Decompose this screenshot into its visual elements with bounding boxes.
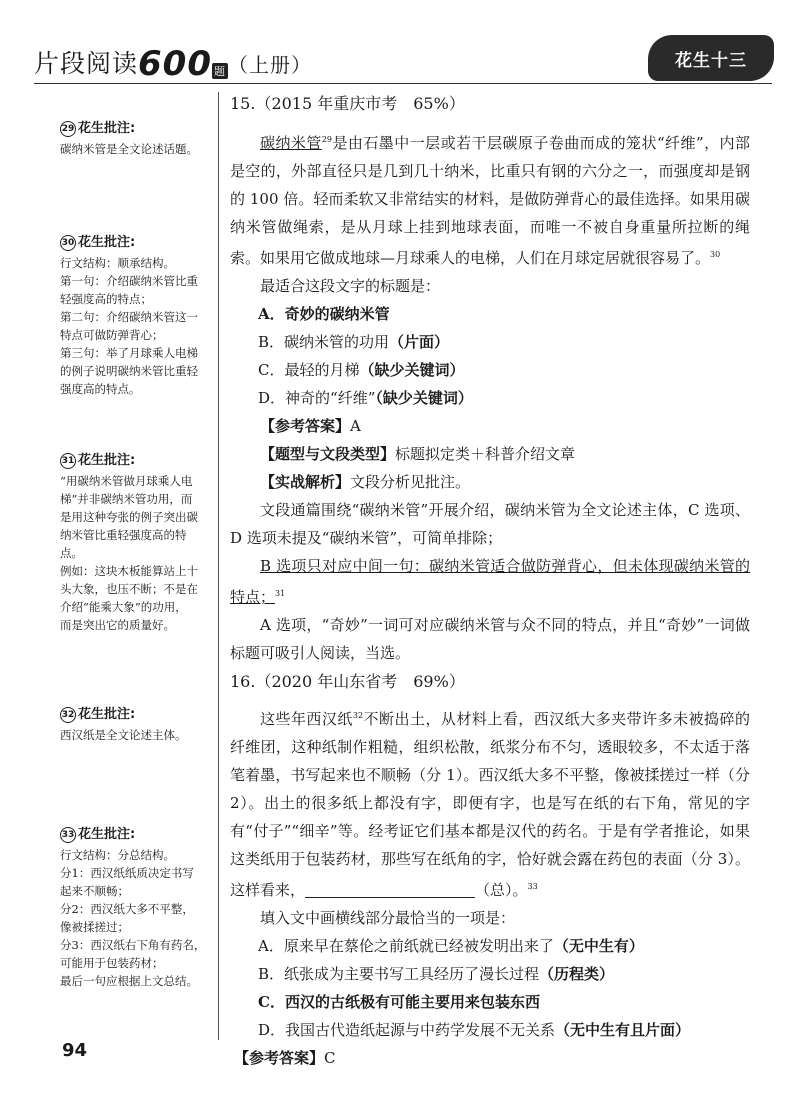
option-a: A．奇妙的碳纳米管 — [258, 305, 390, 323]
option-a: A．原来早在蔡伦之前纸就已经被发明出来了（无中生有） — [258, 937, 644, 955]
column-divider — [218, 92, 219, 1040]
question-passage: 这些年西汉纸$^{32}$不断出土，从材料上看，西汉纸大多夹带许多未被捣碎的纤维团，这种纸制作粗糙，组织松散，纸浆分布不匀，透眼较多，不太适于落笔着墨，书写起来也不顺畅（分 1）。西汉纸大多不平整，像被揉搓过一样（分 2）。出土的很多纸上都没有字，即便有字，也是写在纸的右下角，常见的字有“付子”“细辛”等。经考证它们基本都是汉代的药名。于是有学者推论，如果这类纸用于包装药材，那些写在纸角的字，恰好就会露在药包的表面（分 3）。这样看来， （总）。$^{33}$ — [230, 710, 750, 899]
note-line: 强度高的特点。 — [60, 382, 141, 396]
note-line: 头大象，也压不断；不是在 — [60, 582, 198, 596]
type-line: 【题型与文段类型】标题拟定类＋科普介绍文章 — [260, 445, 576, 463]
question-prompt: 填入文中画横线部分最恰当的一项是： — [260, 909, 516, 927]
note-title: 29 花生批注: — [61, 121, 136, 136]
note-line: 第一句：介绍碳纳米管比重 — [60, 274, 198, 288]
logo-text: 花生十三 — [675, 50, 747, 71]
sidebar-note-31 — [60, 452, 210, 634]
explanation-3: A 选项，“奇妙”一词可对应碳纳米管与众不同的特点，并且“奇妙”一词做标题可吸引人阅读，当选。 — [230, 616, 750, 662]
note-line: 起来不顺畅； — [60, 884, 129, 898]
option-c: C．西汉的古纸极有可能主要用来包装东西 — [258, 993, 540, 1011]
note-line: 第三句：举了月球乘人电梯 — [60, 346, 198, 360]
note-title: 31 花生批注: — [61, 453, 136, 468]
sidebar-note-29 — [60, 120, 210, 158]
answer-blank — [305, 879, 475, 898]
note-line: 纳米管比重轻强度高的特 — [60, 528, 187, 542]
explanation-2: B 选项只对应中间一句：碳纳米管适合做防弹背心，但未体现碳纳米管的特点；$^{31}$ — [230, 557, 750, 606]
note-title: 30 花生批注: — [61, 235, 136, 250]
note-title: 32 花生批注: — [61, 707, 136, 722]
question-16 — [230, 668, 750, 1072]
brand-logo — [648, 35, 774, 81]
note-line: 分3：西汉纸右下角有药名， — [60, 938, 206, 952]
question-prompt: 最适合这段文字的标题是： — [260, 277, 441, 295]
option-d: D．我国古代造纸起源与中药学发展不无关系（无中生有且片面） — [258, 1021, 691, 1039]
question-15 — [230, 90, 750, 667]
note-line: 点。 — [60, 546, 83, 560]
note-line: 是用这种夸张的例子突出碳 — [60, 510, 198, 524]
explanation-1: 文段通篇围绕“碳纳米管”开展介绍，碳纳米管为全文论述主体，C 选项、D 选项未提及“碳纳米管”，可简单排除； — [230, 501, 750, 547]
sidebar-note-33 — [60, 826, 210, 990]
note-marker: 31 — [275, 589, 286, 598]
option-b: B．纸张成为主要书写工具经历了漫长过程（历程类） — [258, 965, 615, 983]
title-volume: （上册） — [228, 53, 312, 77]
answer-line: 【参考答案】A — [260, 417, 361, 435]
note-line: 第二句：介绍碳纳米管这一 — [60, 310, 198, 324]
note-marker: 32 — [352, 711, 364, 720]
title-badge: 题 — [214, 65, 226, 78]
title-prefix: 片段阅读 — [34, 49, 139, 78]
note-line: 特点可做防弹背心； — [60, 328, 164, 342]
sidebar-note-32 — [60, 706, 210, 744]
analysis-line: 【实战解析】文段分析见批注。 — [260, 473, 471, 491]
passage-text: 不断出土，从材料上看，西汉纸大多夹带许多未被捣碎的纤维团，这种纸制作粗糙，组织松散，纸浆分布不匀，透眼较多，不太适于落笔着墨，书写起来也不顺畅（分 1）。西汉纸大多不平整，像被揉搓过一样（分 2）。出土的很多纸上都没有字，即便有字，也是写在纸的右下角，常见的字有“付子”“细辛”等。经考证它们基本都是汉代的药名。于是有学者推论，如果这类纸用于包装药材，那些写在纸角的字，恰好就会露在药包的表面（分 3）。这样看来， — [230, 710, 750, 899]
note-line: 行文结构：分总结构。 — [60, 848, 175, 862]
question-heading: 16.（2020 年山东省考 69%） — [230, 672, 465, 691]
answer-line: 【参考答案】C — [234, 1049, 336, 1067]
passage-text: 是由石墨中一层或若干层碳原子卷曲而成的笼状“纤维”，内部是空的，外部直径只是几到几十纳米，比重只有钢的六分之一，而强度却是钢的 100 倍。轻而柔软又非常结实的材料，是做防弹背心的最佳选择。如果用碳纳米管做绳索，是从月球上挂到地球表面，而唯一不被自身重量所拉断的绳索。如果用它做成地球—月球乘人的电梯，人们在月球定居就很容易了。 — [230, 134, 750, 267]
note-line: 西汉纸是全文论述主体。 — [60, 728, 187, 742]
note-marker: 33 — [527, 882, 538, 891]
option-d: D．神奇的“纤维”（缺少关键词） — [258, 389, 473, 407]
note-line: 像被揉搓过； — [60, 920, 129, 934]
book-title — [34, 44, 312, 84]
question-passage — [230, 126, 750, 272]
passage-subject: 碳纳米管 — [260, 134, 322, 152]
sidebar-note-30 — [60, 234, 210, 398]
option-c: C．最轻的月梯（缺少关键词） — [258, 361, 465, 379]
question-heading: 15.（2015 年重庆市考 65%） — [230, 94, 465, 113]
note-line: 最后一句应根据上文总结。 — [60, 974, 198, 988]
option-b: B．碳纳米管的功用（片面） — [258, 333, 450, 351]
title-number: 600 — [138, 44, 212, 84]
note-line: 轻强度高的特点； — [60, 292, 152, 306]
note-line: 可能用于包装药材； — [60, 956, 164, 970]
note-line: 例如：这块木板能算站上十 — [60, 564, 198, 578]
note-line: 的例子说明碳纳米管比重轻 — [60, 364, 198, 378]
note-title: 33 花生批注: — [61, 827, 136, 842]
note-marker: 30 — [710, 250, 721, 259]
note-line: 分2：西汉纸大多不平整， — [60, 902, 194, 916]
header-rule — [34, 83, 772, 84]
note-line: 碳纳米管是全文论述话题。 — [60, 142, 198, 156]
note-line: 而是突出它的质量好。 — [60, 618, 175, 632]
note-line: “用碳纳米管做月球乘人电 — [60, 474, 193, 488]
note-line: 介绍“能乘大象”的功用， — [60, 600, 187, 614]
note-marker: 29 — [321, 135, 332, 144]
note-line: 分1：西汉纸纸质决定书写 — [60, 866, 194, 880]
page-number: 94 — [62, 1040, 88, 1061]
note-line: 梯”并非碳纳米管功用，而 — [60, 492, 193, 506]
note-line: 行文结构：顺承结构。 — [60, 256, 175, 270]
